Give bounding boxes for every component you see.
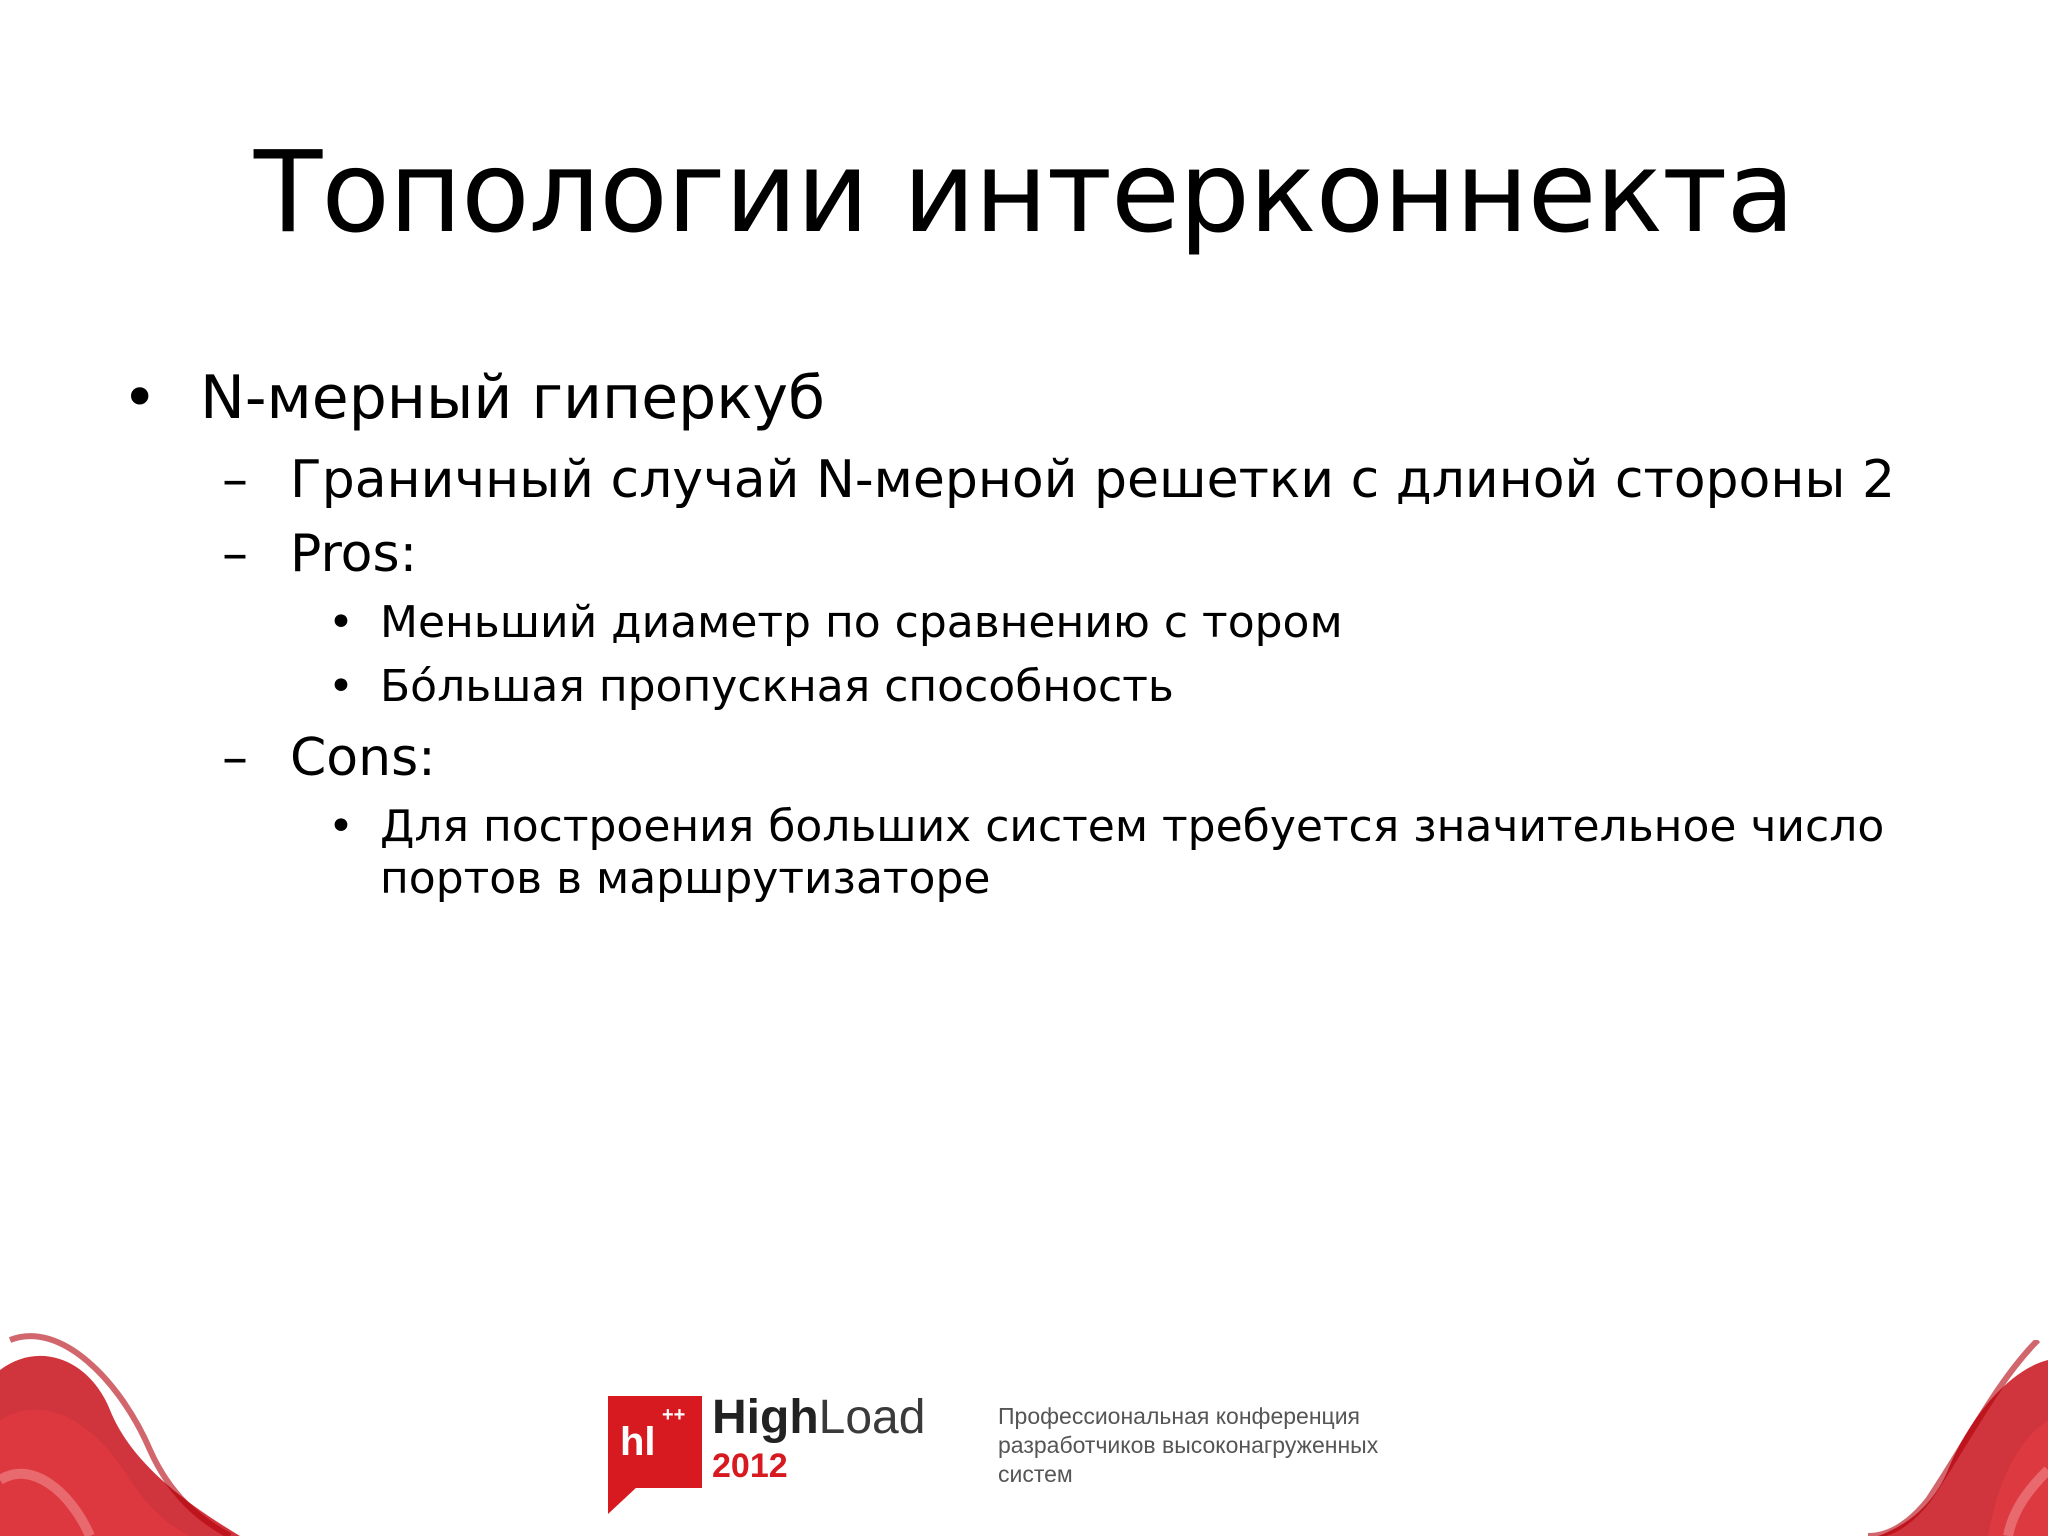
bullet-bandwidth: Бóльшая пропускная способность xyxy=(380,661,1174,712)
conference-line-1: Профессиональная конференция xyxy=(998,1403,1360,1429)
red-swirl-right xyxy=(1848,1340,2048,1536)
dash-marker: – xyxy=(222,450,248,510)
logo-plus-text: ++ xyxy=(662,1404,686,1426)
logo-year: 2012 xyxy=(712,1447,788,1485)
bullet-marker: • xyxy=(328,661,354,712)
bullet-pros: Pros: xyxy=(290,524,418,584)
bullet-ports-line2: портов в маршрутизаторе xyxy=(380,853,991,904)
bullet-marker: • xyxy=(328,597,354,648)
bullet-cons: Cons: xyxy=(290,728,436,788)
logo-brand-light: Load xyxy=(818,1391,926,1444)
logo-speech-tail-icon xyxy=(608,1486,638,1514)
conference-description xyxy=(998,1402,1478,1489)
logo-brand-bold: High xyxy=(712,1391,819,1444)
conference-line-2: разработчиков высоконагруженных xyxy=(998,1432,1379,1458)
dash-marker: – xyxy=(222,524,248,584)
bullet-smaller-diameter: Меньший диаметр по сравнению с тором xyxy=(380,597,1343,648)
logo-hl-text: hl xyxy=(620,1420,656,1464)
logo-brand xyxy=(712,1390,925,1446)
red-swirl-left xyxy=(0,1300,260,1536)
bullet-boundary-case: Граничный случай N-мерной решетки с длиной стороны 2 xyxy=(290,450,1896,510)
bullet-marker: • xyxy=(328,801,354,852)
conference-line-3: систем xyxy=(998,1461,1073,1487)
slide-title: Топологии интерконнекта xyxy=(253,128,1795,258)
dash-marker: – xyxy=(222,728,248,788)
bullet-ports-line1: Для построения больших систем требуется значительное число xyxy=(380,801,1885,852)
bullet-marker: • xyxy=(122,363,158,433)
bullet-hypercube: N-мерный гиперкуб xyxy=(200,363,825,433)
